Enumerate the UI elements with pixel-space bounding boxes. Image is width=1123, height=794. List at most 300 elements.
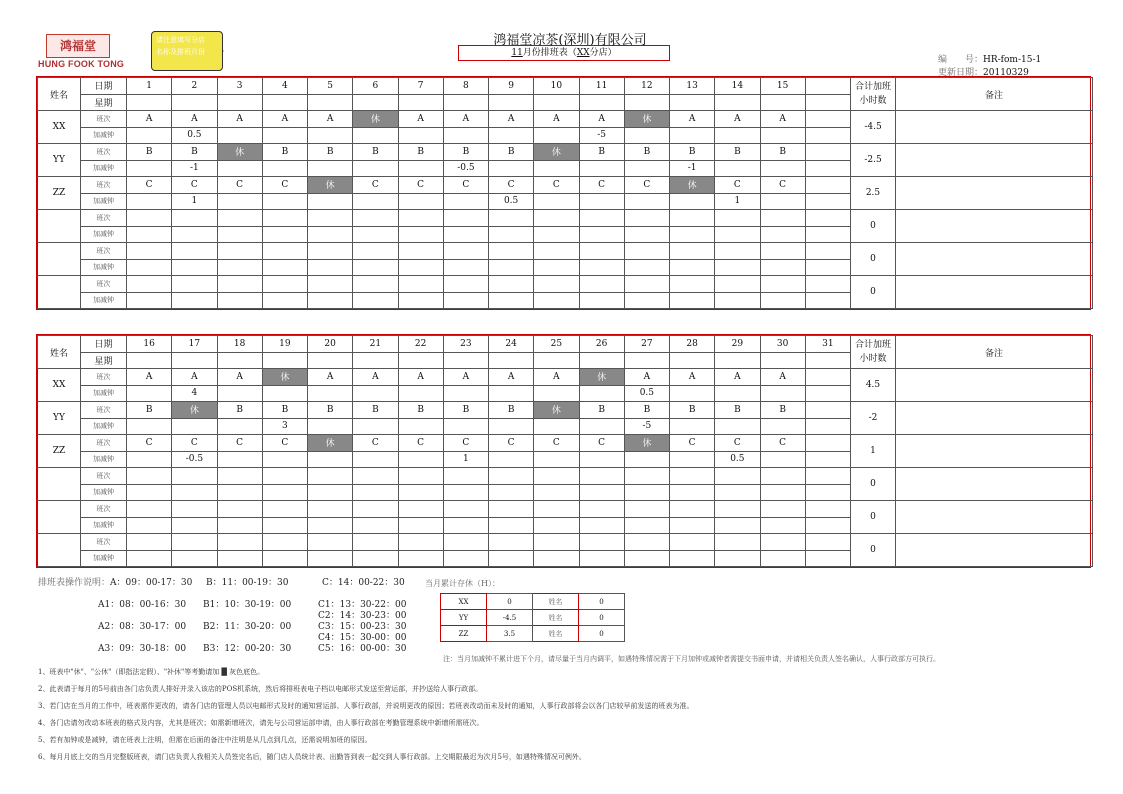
shift-cell[interactable]	[489, 210, 534, 227]
ot-cell[interactable]: 3	[262, 418, 307, 435]
ot-cell[interactable]	[624, 193, 669, 210]
weekday-cell[interactable]	[805, 352, 850, 369]
ot-cell[interactable]	[308, 160, 353, 177]
shift-cell[interactable]	[308, 243, 353, 260]
ot-cell[interactable]	[579, 451, 624, 468]
shift-cell[interactable]: C	[353, 177, 398, 194]
shift-cell[interactable]	[443, 468, 488, 485]
ot-cell[interactable]	[670, 226, 715, 243]
shift-cell[interactable]: B	[398, 144, 443, 161]
shift-cell[interactable]: C	[760, 177, 805, 194]
ot-cell[interactable]	[398, 292, 443, 309]
ot-cell[interactable]	[172, 226, 217, 243]
ot-cell[interactable]	[715, 517, 760, 534]
shift-cell[interactable]: 休	[670, 177, 715, 194]
ot-cell[interactable]	[217, 127, 262, 144]
ot-cell[interactable]	[579, 418, 624, 435]
shift-cell[interactable]	[579, 501, 624, 518]
shift-cell[interactable]	[443, 210, 488, 227]
ot-cell[interactable]	[217, 385, 262, 402]
ot-cell[interactable]	[579, 517, 624, 534]
ot-cell[interactable]	[760, 292, 805, 309]
shift-cell[interactable]: 休	[534, 402, 579, 419]
shift-cell[interactable]: B	[398, 402, 443, 419]
weekday-cell[interactable]	[308, 94, 353, 111]
ot-cell[interactable]	[489, 451, 534, 468]
ot-cell[interactable]	[353, 484, 398, 501]
ot-cell[interactable]	[172, 292, 217, 309]
shift-cell[interactable]: C	[443, 177, 488, 194]
shift-cell[interactable]: A	[624, 369, 669, 386]
ot-cell[interactable]	[670, 292, 715, 309]
ot-cell[interactable]	[262, 385, 307, 402]
ot-cell[interactable]: -0.5	[443, 160, 488, 177]
ot-cell[interactable]	[443, 127, 488, 144]
shift-cell[interactable]: C	[217, 435, 262, 452]
ot-cell[interactable]	[670, 127, 715, 144]
ot-cell[interactable]	[217, 292, 262, 309]
remark-cell[interactable]	[896, 111, 1093, 144]
shift-cell[interactable]	[489, 534, 534, 551]
ot-cell[interactable]	[715, 160, 760, 177]
shift-cell[interactable]: C	[172, 435, 217, 452]
shift-cell[interactable]	[579, 210, 624, 227]
weekday-cell[interactable]	[715, 352, 760, 369]
ot-cell[interactable]	[443, 385, 488, 402]
weekday-cell[interactable]	[534, 94, 579, 111]
shift-cell[interactable]: C	[262, 435, 307, 452]
shift-cell[interactable]	[262, 468, 307, 485]
ot-cell[interactable]	[398, 550, 443, 567]
ot-cell[interactable]	[489, 550, 534, 567]
shift-cell[interactable]: A	[489, 111, 534, 128]
ot-cell[interactable]	[353, 418, 398, 435]
shift-cell[interactable]: B	[489, 402, 534, 419]
ot-cell[interactable]	[398, 160, 443, 177]
shift-cell[interactable]	[805, 501, 850, 518]
shift-cell[interactable]: 休	[308, 177, 353, 194]
weekday-cell[interactable]	[398, 352, 443, 369]
ot-cell[interactable]	[217, 517, 262, 534]
ot-cell[interactable]	[262, 127, 307, 144]
weekday-cell[interactable]	[127, 352, 172, 369]
remark-cell[interactable]	[896, 468, 1093, 501]
shift-cell[interactable]: B	[308, 402, 353, 419]
shift-cell[interactable]: C	[443, 435, 488, 452]
shift-cell[interactable]: A	[217, 369, 262, 386]
shift-cell[interactable]	[715, 243, 760, 260]
employee-name[interactable]	[38, 468, 81, 501]
shift-cell[interactable]	[172, 534, 217, 551]
shift-cell[interactable]: A	[262, 111, 307, 128]
shift-cell[interactable]: B	[127, 402, 172, 419]
ot-cell[interactable]	[579, 226, 624, 243]
employee-name[interactable]	[38, 501, 81, 534]
shift-cell[interactable]: A	[534, 369, 579, 386]
ot-cell[interactable]	[308, 193, 353, 210]
ot-cell[interactable]	[443, 259, 488, 276]
shift-cell[interactable]	[670, 501, 715, 518]
ot-cell[interactable]	[308, 451, 353, 468]
shift-cell[interactable]: 休	[534, 144, 579, 161]
ot-cell[interactable]	[443, 550, 488, 567]
ot-cell[interactable]	[262, 517, 307, 534]
shift-cell[interactable]: B	[353, 402, 398, 419]
shift-cell[interactable]	[715, 534, 760, 551]
weekday-cell[interactable]	[217, 352, 262, 369]
ot-cell[interactable]: -5	[624, 418, 669, 435]
shift-cell[interactable]: C	[760, 435, 805, 452]
ot-cell[interactable]	[534, 517, 579, 534]
ot-cell[interactable]	[715, 385, 760, 402]
ot-cell[interactable]	[308, 259, 353, 276]
ot-cell[interactable]	[670, 451, 715, 468]
ot-cell[interactable]	[127, 226, 172, 243]
weekday-cell[interactable]	[760, 352, 805, 369]
ot-cell[interactable]	[353, 292, 398, 309]
shift-cell[interactable]: C	[715, 435, 760, 452]
ot-cell[interactable]	[805, 160, 850, 177]
ot-cell[interactable]	[217, 259, 262, 276]
shift-cell[interactable]: 休	[217, 144, 262, 161]
weekday-cell[interactable]	[443, 94, 488, 111]
shift-cell[interactable]	[217, 210, 262, 227]
weekday-cell[interactable]	[398, 94, 443, 111]
shift-cell[interactable]	[262, 276, 307, 293]
shift-cell[interactable]: A	[127, 369, 172, 386]
shift-cell[interactable]: A	[534, 111, 579, 128]
shift-cell[interactable]	[262, 210, 307, 227]
shift-cell[interactable]: C	[624, 177, 669, 194]
shift-cell[interactable]: B	[624, 144, 669, 161]
ot-cell[interactable]: 0.5	[489, 193, 534, 210]
ot-cell[interactable]	[805, 127, 850, 144]
shift-cell[interactable]: A	[308, 111, 353, 128]
ot-cell[interactable]	[715, 292, 760, 309]
ot-cell[interactable]	[353, 550, 398, 567]
ot-cell[interactable]	[398, 193, 443, 210]
ot-cell[interactable]	[579, 292, 624, 309]
ot-cell[interactable]	[217, 418, 262, 435]
shift-cell[interactable]	[353, 276, 398, 293]
weekday-cell[interactable]	[217, 94, 262, 111]
summary-name[interactable]: YY	[441, 610, 487, 626]
store-value[interactable]: XX	[576, 48, 590, 58]
shift-cell[interactable]: A	[760, 111, 805, 128]
shift-cell[interactable]	[443, 243, 488, 260]
ot-cell[interactable]	[715, 484, 760, 501]
ot-cell[interactable]	[489, 259, 534, 276]
shift-cell[interactable]	[670, 534, 715, 551]
shift-cell[interactable]: C	[353, 435, 398, 452]
shift-cell[interactable]	[172, 276, 217, 293]
ot-cell[interactable]	[398, 418, 443, 435]
shift-cell[interactable]	[760, 501, 805, 518]
ot-cell[interactable]	[308, 418, 353, 435]
ot-cell[interactable]	[624, 226, 669, 243]
ot-cell[interactable]	[217, 160, 262, 177]
ot-cell[interactable]	[443, 517, 488, 534]
ot-cell[interactable]	[715, 418, 760, 435]
shift-cell[interactable]	[805, 435, 850, 452]
remark-cell[interactable]	[896, 144, 1093, 177]
ot-cell[interactable]	[262, 160, 307, 177]
shift-cell[interactable]	[398, 243, 443, 260]
ot-cell[interactable]	[127, 418, 172, 435]
ot-cell[interactable]	[217, 226, 262, 243]
ot-cell[interactable]: -0.5	[172, 451, 217, 468]
employee-name[interactable]: YY	[38, 144, 81, 177]
shift-cell[interactable]	[715, 210, 760, 227]
shift-cell[interactable]	[262, 534, 307, 551]
shift-cell[interactable]: B	[670, 402, 715, 419]
ot-cell[interactable]: 1	[715, 193, 760, 210]
shift-cell[interactable]: A	[579, 111, 624, 128]
remark-cell[interactable]	[896, 501, 1093, 534]
ot-cell[interactable]	[579, 259, 624, 276]
employee-name[interactable]: YY	[38, 402, 81, 435]
shift-cell[interactable]	[443, 276, 488, 293]
ot-cell[interactable]	[398, 385, 443, 402]
shift-cell[interactable]: C	[715, 177, 760, 194]
ot-cell[interactable]	[624, 451, 669, 468]
shift-cell[interactable]	[534, 468, 579, 485]
ot-cell[interactable]	[670, 193, 715, 210]
ot-cell[interactable]	[127, 193, 172, 210]
shift-cell[interactable]	[127, 468, 172, 485]
summary-name[interactable]: ZZ	[441, 626, 487, 642]
ot-cell[interactable]: -1	[172, 160, 217, 177]
shift-cell[interactable]	[127, 534, 172, 551]
shift-cell[interactable]: B	[670, 144, 715, 161]
ot-cell[interactable]	[579, 193, 624, 210]
ot-cell[interactable]	[353, 451, 398, 468]
employee-name[interactable]	[38, 243, 81, 276]
weekday-cell[interactable]	[353, 94, 398, 111]
ot-cell[interactable]	[443, 226, 488, 243]
shift-cell[interactable]	[760, 276, 805, 293]
summary-value[interactable]: 3.5	[487, 626, 533, 642]
shift-cell[interactable]: A	[715, 369, 760, 386]
shift-cell[interactable]	[670, 243, 715, 260]
summary-value2[interactable]: 0	[579, 594, 625, 610]
shift-cell[interactable]	[353, 501, 398, 518]
ot-cell[interactable]	[805, 517, 850, 534]
remark-cell[interactable]	[896, 435, 1093, 468]
shift-cell[interactable]: C	[489, 177, 534, 194]
summary-value2[interactable]: 0	[579, 610, 625, 626]
ot-cell[interactable]: 1	[172, 193, 217, 210]
shift-cell[interactable]	[398, 501, 443, 518]
shift-cell[interactable]: B	[760, 402, 805, 419]
ot-cell[interactable]	[534, 193, 579, 210]
shift-cell[interactable]: 休	[172, 402, 217, 419]
weekday-cell[interactable]	[534, 352, 579, 369]
ot-cell[interactable]: 4	[172, 385, 217, 402]
ot-cell[interactable]	[534, 385, 579, 402]
weekday-cell[interactable]	[805, 94, 850, 111]
shift-cell[interactable]: A	[443, 369, 488, 386]
ot-cell[interactable]	[624, 484, 669, 501]
ot-cell[interactable]	[127, 550, 172, 567]
ot-cell[interactable]	[805, 292, 850, 309]
shift-cell[interactable]: A	[489, 369, 534, 386]
ot-cell[interactable]	[534, 550, 579, 567]
ot-cell[interactable]	[489, 226, 534, 243]
ot-cell[interactable]	[172, 517, 217, 534]
shift-cell[interactable]: C	[579, 435, 624, 452]
ot-cell[interactable]	[534, 418, 579, 435]
remark-cell[interactable]	[896, 534, 1093, 567]
shift-cell[interactable]	[624, 534, 669, 551]
shift-cell[interactable]: A	[308, 369, 353, 386]
ot-cell[interactable]	[262, 550, 307, 567]
weekday-cell[interactable]	[353, 352, 398, 369]
employee-name[interactable]: XX	[38, 111, 81, 144]
ot-cell[interactable]	[534, 484, 579, 501]
shift-cell[interactable]	[670, 468, 715, 485]
shift-cell[interactable]: B	[715, 402, 760, 419]
shift-cell[interactable]	[127, 210, 172, 227]
ot-cell[interactable]: -5	[579, 127, 624, 144]
ot-cell[interactable]	[353, 160, 398, 177]
weekday-cell[interactable]	[489, 352, 534, 369]
ot-cell[interactable]	[715, 259, 760, 276]
shift-cell[interactable]	[579, 276, 624, 293]
ot-cell[interactable]	[398, 259, 443, 276]
shift-cell[interactable]: C	[534, 435, 579, 452]
shift-cell[interactable]	[534, 501, 579, 518]
ot-cell[interactable]	[670, 517, 715, 534]
shift-cell[interactable]	[217, 276, 262, 293]
ot-cell[interactable]	[805, 484, 850, 501]
shift-cell[interactable]: 休	[308, 435, 353, 452]
ot-cell[interactable]	[262, 226, 307, 243]
shift-cell[interactable]: B	[579, 144, 624, 161]
ot-cell[interactable]	[534, 451, 579, 468]
ot-cell[interactable]	[262, 259, 307, 276]
employee-name[interactable]: ZZ	[38, 435, 81, 468]
weekday-cell[interactable]	[624, 94, 669, 111]
shift-cell[interactable]: B	[715, 144, 760, 161]
shift-cell[interactable]	[805, 111, 850, 128]
weekday-cell[interactable]	[443, 352, 488, 369]
ot-cell[interactable]	[398, 127, 443, 144]
shift-cell[interactable]	[443, 501, 488, 518]
ot-cell[interactable]	[353, 193, 398, 210]
shift-cell[interactable]: A	[353, 369, 398, 386]
ot-cell[interactable]	[534, 226, 579, 243]
weekday-cell[interactable]	[715, 94, 760, 111]
shift-cell[interactable]	[579, 243, 624, 260]
ot-cell[interactable]	[262, 292, 307, 309]
shift-cell[interactable]	[217, 534, 262, 551]
weekday-cell[interactable]	[262, 352, 307, 369]
shift-cell[interactable]: B	[443, 144, 488, 161]
ot-cell[interactable]	[353, 226, 398, 243]
remark-cell[interactable]	[896, 243, 1093, 276]
ot-cell[interactable]	[217, 550, 262, 567]
shift-cell[interactable]	[398, 534, 443, 551]
shift-cell[interactable]	[624, 243, 669, 260]
ot-cell[interactable]	[624, 127, 669, 144]
ot-cell[interactable]	[760, 550, 805, 567]
shift-cell[interactable]	[398, 210, 443, 227]
shift-cell[interactable]: C	[217, 177, 262, 194]
shift-cell[interactable]: B	[262, 144, 307, 161]
shift-cell[interactable]	[172, 210, 217, 227]
ot-cell[interactable]: 0.5	[624, 385, 669, 402]
shift-cell[interactable]: A	[760, 369, 805, 386]
ot-cell[interactable]	[398, 484, 443, 501]
remark-cell[interactable]	[896, 369, 1093, 402]
shift-cell[interactable]	[805, 210, 850, 227]
shift-cell[interactable]: C	[262, 177, 307, 194]
ot-cell[interactable]: 0.5	[172, 127, 217, 144]
weekday-cell[interactable]	[760, 94, 805, 111]
shift-cell[interactable]	[624, 276, 669, 293]
ot-cell[interactable]	[127, 292, 172, 309]
ot-cell[interactable]	[127, 517, 172, 534]
ot-cell[interactable]	[489, 385, 534, 402]
shift-cell[interactable]: A	[217, 111, 262, 128]
ot-cell[interactable]	[308, 292, 353, 309]
shift-cell[interactable]	[579, 534, 624, 551]
ot-cell[interactable]	[172, 418, 217, 435]
shift-cell[interactable]: A	[443, 111, 488, 128]
ot-cell[interactable]	[353, 517, 398, 534]
ot-cell[interactable]	[805, 418, 850, 435]
ot-cell[interactable]	[308, 385, 353, 402]
ot-cell[interactable]	[624, 517, 669, 534]
shift-cell[interactable]	[805, 468, 850, 485]
shift-cell[interactable]	[308, 276, 353, 293]
ot-cell[interactable]	[398, 226, 443, 243]
ot-cell[interactable]	[353, 385, 398, 402]
ot-cell[interactable]	[805, 451, 850, 468]
ot-cell[interactable]	[805, 226, 850, 243]
shift-cell[interactable]	[760, 534, 805, 551]
ot-cell[interactable]	[760, 193, 805, 210]
shift-cell[interactable]	[353, 534, 398, 551]
shift-cell[interactable]	[715, 468, 760, 485]
shift-cell[interactable]	[127, 276, 172, 293]
ot-cell[interactable]	[127, 259, 172, 276]
shift-cell[interactable]: B	[443, 402, 488, 419]
shift-cell[interactable]	[670, 210, 715, 227]
employee-name[interactable]: XX	[38, 369, 81, 402]
shift-cell[interactable]: B	[760, 144, 805, 161]
shift-cell[interactable]: B	[489, 144, 534, 161]
shift-cell[interactable]: A	[670, 111, 715, 128]
ot-cell[interactable]	[443, 193, 488, 210]
ot-cell[interactable]	[670, 550, 715, 567]
shift-cell[interactable]	[262, 501, 307, 518]
shift-cell[interactable]: C	[172, 177, 217, 194]
weekday-cell[interactable]	[489, 94, 534, 111]
summary-value[interactable]: 0	[487, 594, 533, 610]
ot-cell[interactable]	[398, 451, 443, 468]
ot-cell[interactable]	[308, 226, 353, 243]
ot-cell[interactable]	[805, 550, 850, 567]
shift-cell[interactable]: B	[624, 402, 669, 419]
shift-cell[interactable]: C	[579, 177, 624, 194]
employee-name[interactable]: ZZ	[38, 177, 81, 210]
shift-cell[interactable]	[308, 468, 353, 485]
ot-cell[interactable]	[443, 484, 488, 501]
shift-cell[interactable]	[262, 243, 307, 260]
shift-cell[interactable]	[489, 468, 534, 485]
